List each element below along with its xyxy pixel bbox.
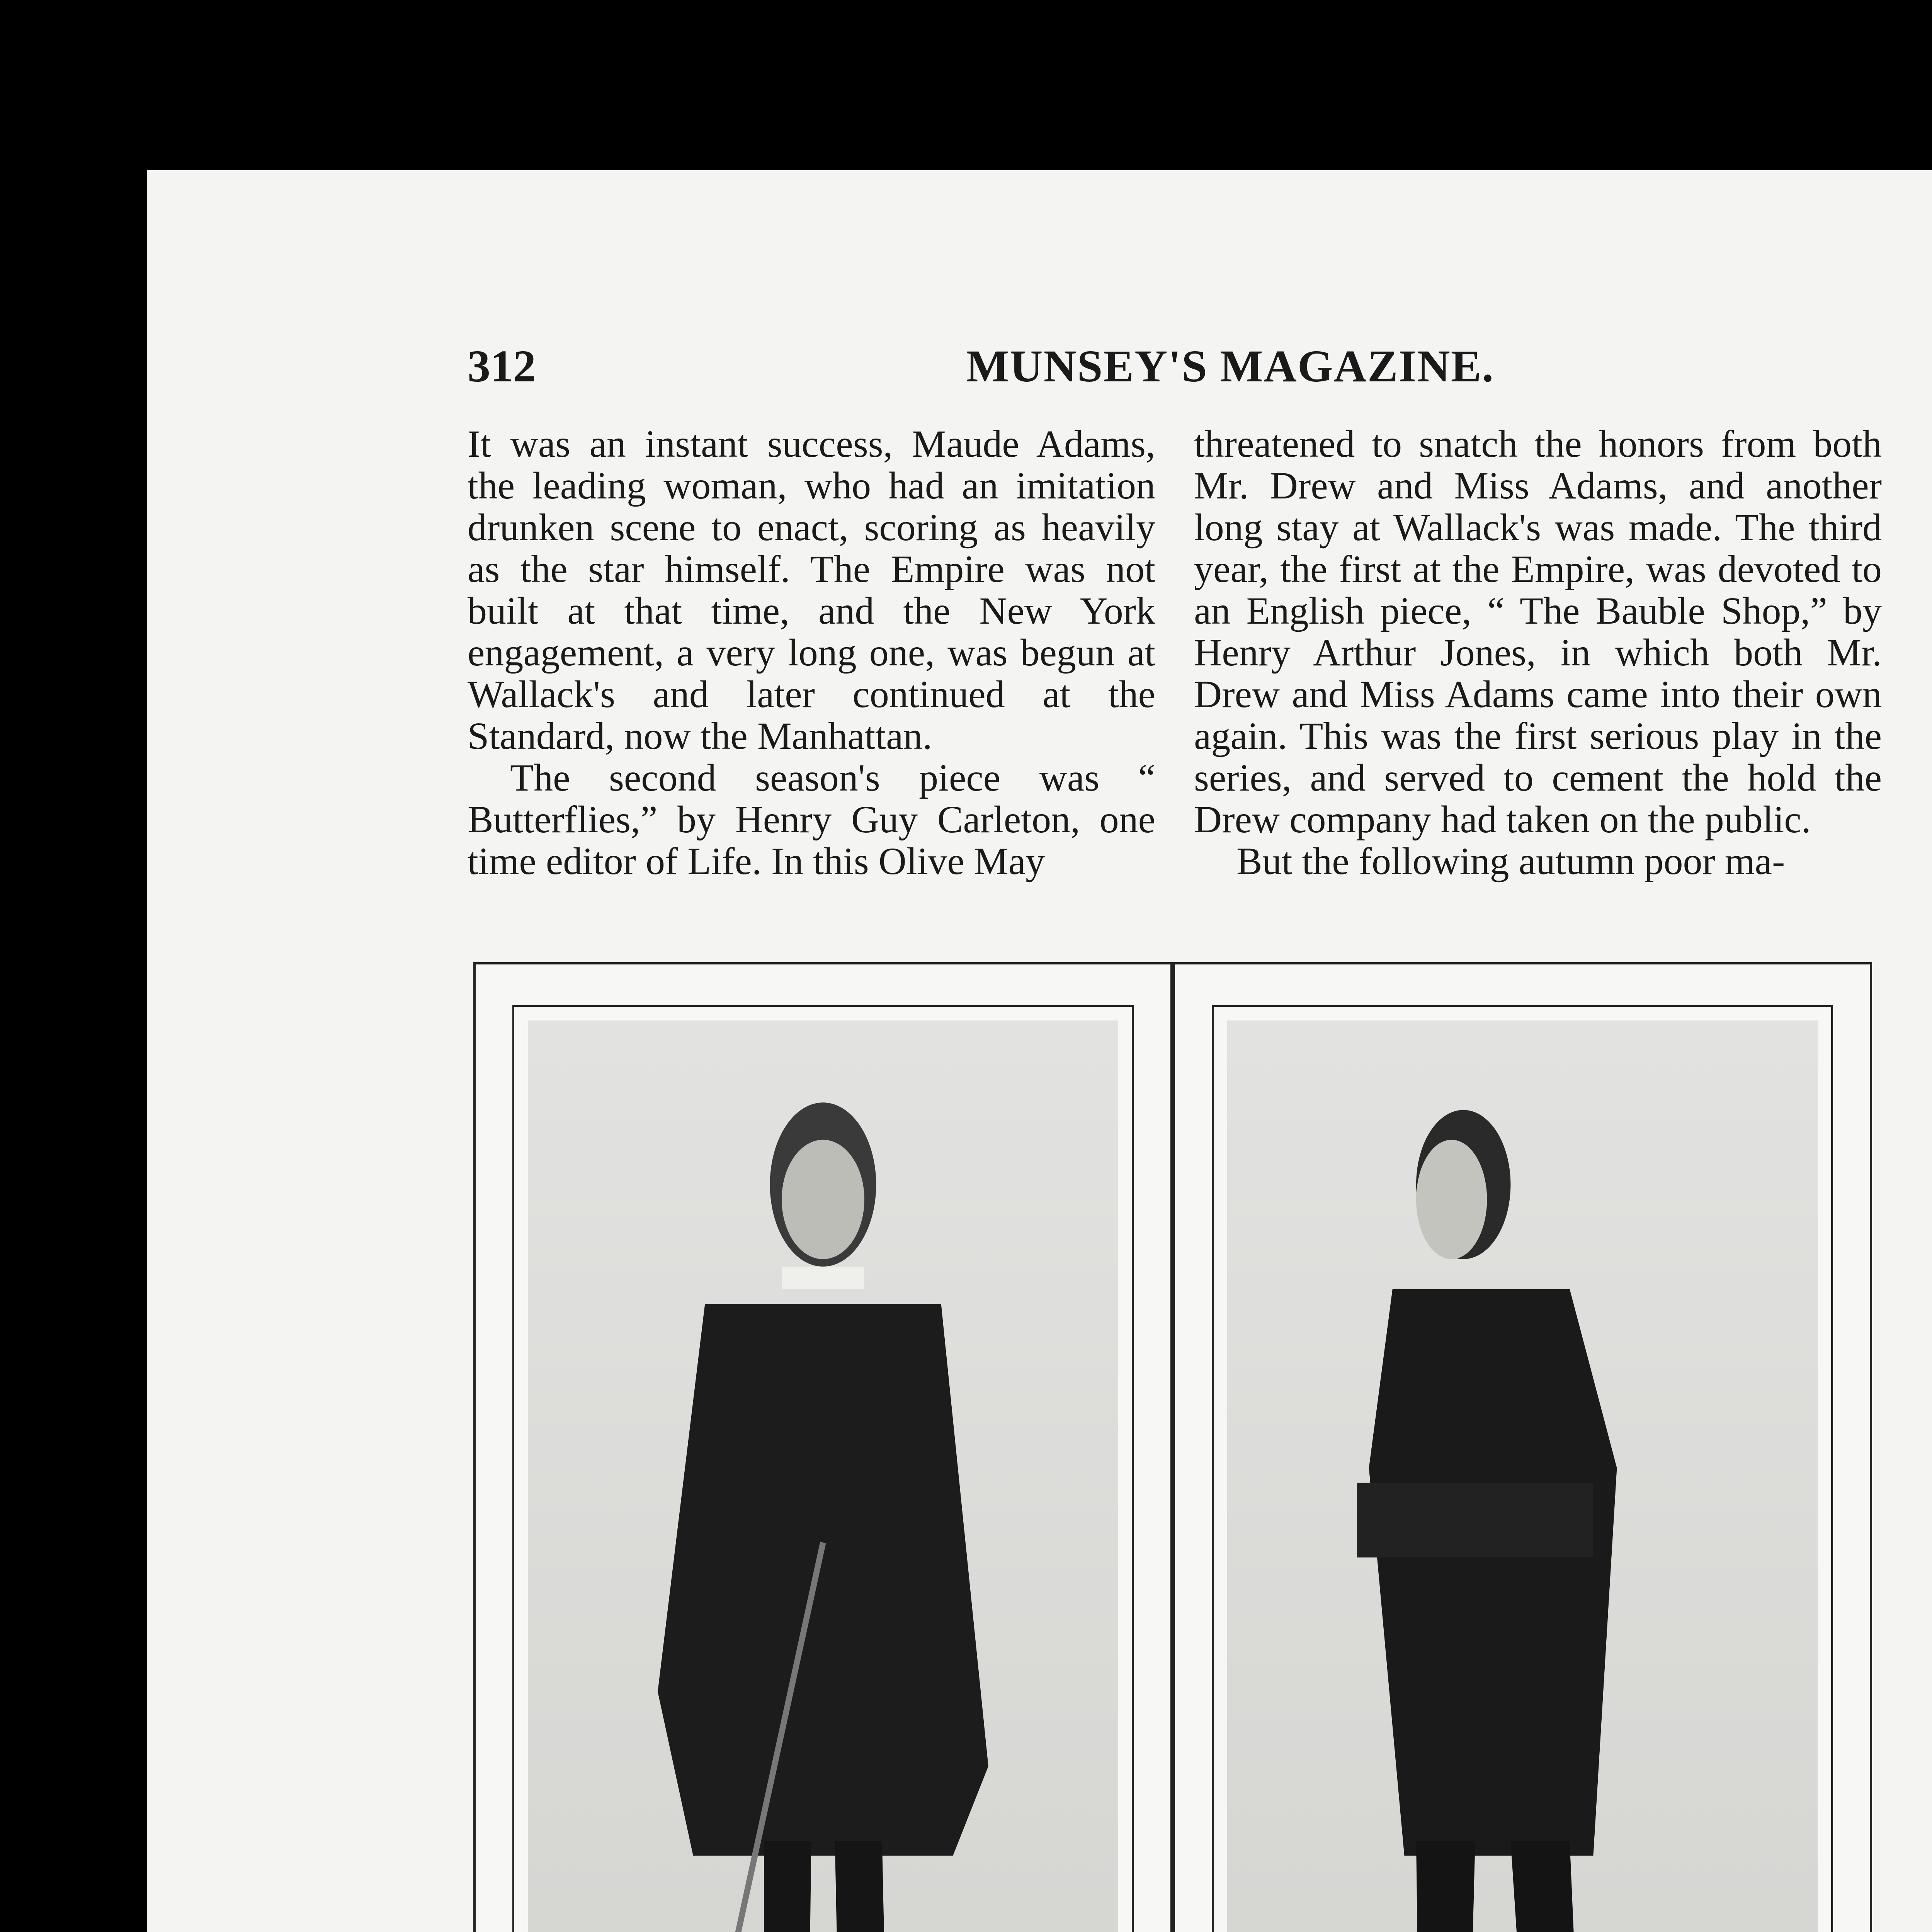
page-number: 312 bbox=[468, 341, 536, 391]
paragraph: The second season's piece was “ Butterflies,” by Henry Guy Carleton, one time editor of Life. In this Olive May bbox=[468, 756, 1155, 883]
photo-plate-ditrichstein bbox=[1173, 962, 1872, 1932]
photo-frame bbox=[1212, 1005, 1833, 1932]
figure-silhouette bbox=[1227, 1020, 1818, 1932]
text-column-right bbox=[1194, 423, 1882, 882]
photo-frame bbox=[512, 1005, 1134, 1932]
paragraph: But the following autumn poor ma- bbox=[1236, 840, 1785, 883]
text-column-left bbox=[468, 423, 1155, 882]
running-head-title: MUNSEY'S MAGAZINE. bbox=[966, 341, 1494, 391]
photo-plate-faversham bbox=[473, 962, 1173, 1932]
portrait-photo bbox=[1227, 1020, 1818, 1932]
figure-silhouette bbox=[528, 1020, 1118, 1932]
paragraph: It was an instant success, Maude Adams, the leading woman, who had an imitation drunken scene to enact, scoring as heavily as the star himself. The Empire was not built at that time, and the New York engagement, a very long one, was begun at Wallack's and later continued at the Standard, now the Manhattan. bbox=[468, 422, 1155, 757]
portrait-photo bbox=[528, 1020, 1118, 1932]
paragraph: threatened to snatch the honors from both Mr. Drew and Miss Adams, and another long stay at Wallack's was made. The third year, the first at the Empire, was devoted to an English piece, “ The Bauble Shop,” by Henry Arthur Jones, in which both Mr. Drew and Miss Adams came into their own again. This was the first serious play in the series, and served to cement the hold the Drew company had taken on the public. bbox=[1194, 422, 1882, 841]
